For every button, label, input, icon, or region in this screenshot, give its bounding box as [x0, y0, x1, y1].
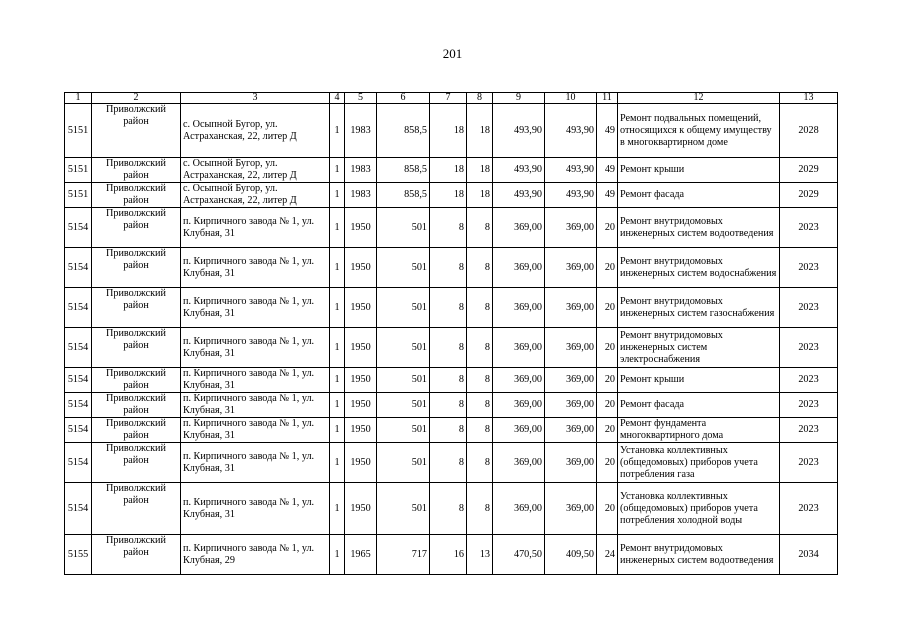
column-header-8: 8 [467, 93, 493, 104]
cell-col-7: 8 [430, 288, 467, 328]
header-row [65, 93, 838, 104]
cell-col-10: 369,00 [545, 208, 597, 248]
cell-build-year: 1950 [345, 368, 377, 393]
cell-work-type: Установка коллективных (общедомовых) приборов учета потребления холодной воды [618, 483, 780, 535]
cell-area: 501 [377, 288, 430, 328]
cell-plan-year: 2034 [780, 535, 838, 575]
cell-col-11: 20 [597, 248, 618, 288]
cell-object-id: 5151 [65, 158, 92, 183]
cell-col-9: 369,00 [493, 328, 545, 368]
cell-work-type: Ремонт крыши [618, 158, 780, 183]
cell-col-4: 1 [330, 368, 345, 393]
cell-object-id: 5154 [65, 393, 92, 418]
cell-plan-year: 2023 [780, 328, 838, 368]
cell-work-type: Ремонт внутридомовых инженерных систем водоотведения [618, 208, 780, 248]
cell-district: Приволжский район [92, 328, 181, 368]
cell-area: 717 [377, 535, 430, 575]
table-row [65, 393, 838, 418]
cell-build-year: 1983 [345, 104, 377, 158]
cell-area: 501 [377, 328, 430, 368]
cell-district: Приволжский район [92, 393, 181, 418]
cell-col-8: 18 [467, 104, 493, 158]
page-number: 201 [442, 46, 463, 61]
cell-col-9: 369,00 [493, 288, 545, 328]
column-header-7: 7 [430, 93, 467, 104]
cell-object-id: 5154 [65, 248, 92, 288]
cell-plan-year: 2023 [780, 248, 838, 288]
cell-col-11: 20 [597, 288, 618, 328]
cell-work-type: Ремонт внутридомовых инженерных систем газоснабжения [618, 288, 780, 328]
cell-col-10: 369,00 [545, 393, 597, 418]
cell-district: Приволжский район [92, 418, 181, 443]
table-row [65, 248, 838, 288]
cell-col-7: 8 [430, 328, 467, 368]
cell-col-8: 8 [467, 443, 493, 483]
cell-address: п. Кирпичного завода № 1, ул. Клубная, 31 [181, 443, 330, 483]
cell-district: Приволжский район [92, 208, 181, 248]
column-header-9: 9 [493, 93, 545, 104]
cell-district: Приволжский район [92, 288, 181, 328]
cell-col-9: 369,00 [493, 483, 545, 535]
cell-district: Приволжский район [92, 183, 181, 208]
table-row [65, 418, 838, 443]
cell-col-10: 369,00 [545, 288, 597, 328]
cell-address: с. Осыпной Бугор, ул. Астраханская, 22, литер Д [181, 183, 330, 208]
cell-plan-year: 2023 [780, 368, 838, 393]
cell-col-4: 1 [330, 288, 345, 328]
cell-plan-year: 2023 [780, 393, 838, 418]
column-header-5: 5 [345, 93, 377, 104]
cell-col-11: 20 [597, 443, 618, 483]
cell-area: 858,5 [377, 158, 430, 183]
column-header-2: 2 [92, 93, 181, 104]
table-row [65, 288, 838, 328]
cell-area: 501 [377, 418, 430, 443]
table-header [65, 93, 838, 104]
cell-col-4: 1 [330, 483, 345, 535]
cell-col-4: 1 [330, 328, 345, 368]
cell-col-10: 369,00 [545, 368, 597, 393]
cell-col-8: 8 [467, 208, 493, 248]
cell-address: п. Кирпичного завода № 1, ул. Клубная, 31 [181, 418, 330, 443]
cell-col-8: 18 [467, 158, 493, 183]
cell-plan-year: 2023 [780, 208, 838, 248]
cell-district: Приволжский район [92, 483, 181, 535]
cell-col-7: 8 [430, 483, 467, 535]
cell-address: с. Осыпной Бугор, ул. Астраханская, 22, литер Д [181, 158, 330, 183]
cell-col-8: 8 [467, 368, 493, 393]
column-header-10: 10 [545, 93, 597, 104]
cell-build-year: 1950 [345, 418, 377, 443]
cell-col-10: 369,00 [545, 248, 597, 288]
cell-col-11: 49 [597, 158, 618, 183]
column-header-1: 1 [65, 93, 92, 104]
capital-repair-table [64, 92, 838, 575]
cell-address: с. Осыпной Бугор, ул. Астраханская, 22, литер Д [181, 104, 330, 158]
cell-col-4: 1 [330, 443, 345, 483]
cell-work-type: Ремонт внутридомовых инженерных систем водоснабжения [618, 248, 780, 288]
cell-build-year: 1950 [345, 288, 377, 328]
cell-plan-year: 2023 [780, 418, 838, 443]
cell-district: Приволжский район [92, 443, 181, 483]
cell-col-7: 8 [430, 208, 467, 248]
cell-col-11: 20 [597, 208, 618, 248]
cell-build-year: 1983 [345, 158, 377, 183]
cell-object-id: 5154 [65, 208, 92, 248]
cell-build-year: 1950 [345, 328, 377, 368]
cell-col-10: 369,00 [545, 443, 597, 483]
cell-col-4: 1 [330, 158, 345, 183]
cell-col-10: 493,90 [545, 183, 597, 208]
column-header-3: 3 [181, 93, 330, 104]
cell-work-type: Ремонт фасада [618, 393, 780, 418]
cell-build-year: 1950 [345, 443, 377, 483]
cell-area: 501 [377, 368, 430, 393]
cell-col-7: 8 [430, 393, 467, 418]
cell-col-11: 20 [597, 418, 618, 443]
cell-col-4: 1 [330, 248, 345, 288]
cell-col-8: 8 [467, 248, 493, 288]
cell-col-11: 24 [597, 535, 618, 575]
cell-col-7: 18 [430, 158, 467, 183]
cell-col-4: 1 [330, 535, 345, 575]
cell-col-9: 470,50 [493, 535, 545, 575]
cell-build-year: 1950 [345, 208, 377, 248]
cell-plan-year: 2029 [780, 158, 838, 183]
cell-col-9: 369,00 [493, 443, 545, 483]
cell-area: 501 [377, 248, 430, 288]
cell-object-id: 5151 [65, 104, 92, 158]
cell-col-11: 20 [597, 393, 618, 418]
cell-col-10: 369,00 [545, 328, 597, 368]
cell-col-4: 1 [330, 104, 345, 158]
cell-col-8: 8 [467, 393, 493, 418]
table-row [65, 104, 838, 158]
cell-plan-year: 2028 [780, 104, 838, 158]
cell-address: п. Кирпичного завода № 1, ул. Клубная, 31 [181, 248, 330, 288]
cell-col-7: 18 [430, 104, 467, 158]
table-row [65, 158, 838, 183]
cell-area: 501 [377, 393, 430, 418]
cell-col-8: 8 [467, 328, 493, 368]
table-row [65, 483, 838, 535]
cell-object-id: 5151 [65, 183, 92, 208]
column-header-12: 12 [618, 93, 780, 104]
table-row [65, 443, 838, 483]
cell-col-9: 369,00 [493, 418, 545, 443]
cell-address: п. Кирпичного завода № 1, ул. Клубная, 31 [181, 368, 330, 393]
cell-col-4: 1 [330, 393, 345, 418]
cell-district: Приволжский район [92, 368, 181, 393]
cell-object-id: 5154 [65, 443, 92, 483]
cell-col-9: 493,90 [493, 158, 545, 183]
cell-object-id: 5154 [65, 288, 92, 328]
cell-col-4: 1 [330, 418, 345, 443]
cell-district: Приволжский район [92, 158, 181, 183]
cell-col-9: 369,00 [493, 393, 545, 418]
cell-object-id: 5154 [65, 328, 92, 368]
cell-col-11: 20 [597, 328, 618, 368]
table-row [65, 208, 838, 248]
cell-col-8: 8 [467, 418, 493, 443]
cell-area: 501 [377, 208, 430, 248]
cell-work-type: Ремонт внутридомовых инженерных систем водоотведения [618, 535, 780, 575]
cell-col-10: 493,90 [545, 104, 597, 158]
cell-area: 501 [377, 443, 430, 483]
cell-district: Приволжский район [92, 104, 181, 158]
cell-col-4: 1 [330, 183, 345, 208]
cell-col-10: 493,90 [545, 158, 597, 183]
cell-col-8: 13 [467, 535, 493, 575]
cell-area: 858,5 [377, 183, 430, 208]
cell-work-type: Ремонт фасада [618, 183, 780, 208]
cell-plan-year: 2029 [780, 183, 838, 208]
cell-object-id: 5154 [65, 368, 92, 393]
cell-plan-year: 2023 [780, 288, 838, 328]
cell-col-4: 1 [330, 208, 345, 248]
cell-object-id: 5154 [65, 483, 92, 535]
cell-col-9: 369,00 [493, 208, 545, 248]
cell-col-8: 8 [467, 483, 493, 535]
cell-col-11: 20 [597, 368, 618, 393]
cell-work-type: Установка коллективных (общедомовых) приборов учета потребления газа [618, 443, 780, 483]
cell-district: Приволжский район [92, 535, 181, 575]
cell-col-7: 8 [430, 443, 467, 483]
cell-col-11: 20 [597, 483, 618, 535]
cell-col-7: 16 [430, 535, 467, 575]
table-row [65, 328, 838, 368]
column-header-6: 6 [377, 93, 430, 104]
cell-area: 501 [377, 483, 430, 535]
table-row [65, 368, 838, 393]
cell-work-type: Ремонт подвальных помещений, относящихся к общему имуществу в многоквартирном доме [618, 104, 780, 158]
cell-address: п. Кирпичного завода № 1, ул. Клубная, 31 [181, 288, 330, 328]
cell-object-id: 5155 [65, 535, 92, 575]
cell-col-10: 369,00 [545, 418, 597, 443]
cell-col-7: 8 [430, 248, 467, 288]
table-row [65, 535, 838, 575]
column-header-4: 4 [330, 93, 345, 104]
cell-col-9: 493,90 [493, 183, 545, 208]
cell-col-7: 18 [430, 183, 467, 208]
cell-plan-year: 2023 [780, 443, 838, 483]
cell-col-11: 49 [597, 183, 618, 208]
cell-build-year: 1950 [345, 483, 377, 535]
cell-col-9: 369,00 [493, 368, 545, 393]
cell-address: п. Кирпичного завода № 1, ул. Клубная, 31 [181, 208, 330, 248]
column-header-11: 11 [597, 93, 618, 104]
column-header-13: 13 [780, 93, 838, 104]
cell-col-9: 493,90 [493, 104, 545, 158]
cell-build-year: 1983 [345, 183, 377, 208]
cell-area: 858,5 [377, 104, 430, 158]
cell-work-type: Ремонт фундамента многоквартирного дома [618, 418, 780, 443]
cell-col-10: 369,00 [545, 483, 597, 535]
cell-address: п. Кирпичного завода № 1, ул. Клубная, 29 [181, 535, 330, 575]
cell-col-8: 18 [467, 183, 493, 208]
cell-col-11: 49 [597, 104, 618, 158]
cell-col-7: 8 [430, 368, 467, 393]
cell-build-year: 1950 [345, 248, 377, 288]
cell-plan-year: 2023 [780, 483, 838, 535]
table-body [65, 104, 838, 575]
cell-col-8: 8 [467, 288, 493, 328]
table-row [65, 183, 838, 208]
cell-col-10: 409,50 [545, 535, 597, 575]
cell-district: Приволжский район [92, 248, 181, 288]
cell-col-9: 369,00 [493, 248, 545, 288]
cell-address: п. Кирпичного завода № 1, ул. Клубная, 31 [181, 393, 330, 418]
cell-object-id: 5154 [65, 418, 92, 443]
cell-col-7: 8 [430, 418, 467, 443]
cell-work-type: Ремонт крыши [618, 368, 780, 393]
cell-build-year: 1965 [345, 535, 377, 575]
cell-address: п. Кирпичного завода № 1, ул. Клубная, 31 [181, 483, 330, 535]
cell-address: п. Кирпичного завода № 1, ул. Клубная, 31 [181, 328, 330, 368]
cell-build-year: 1950 [345, 393, 377, 418]
cell-work-type: Ремонт внутридомовых инженерных систем электроснабжения [618, 328, 780, 368]
